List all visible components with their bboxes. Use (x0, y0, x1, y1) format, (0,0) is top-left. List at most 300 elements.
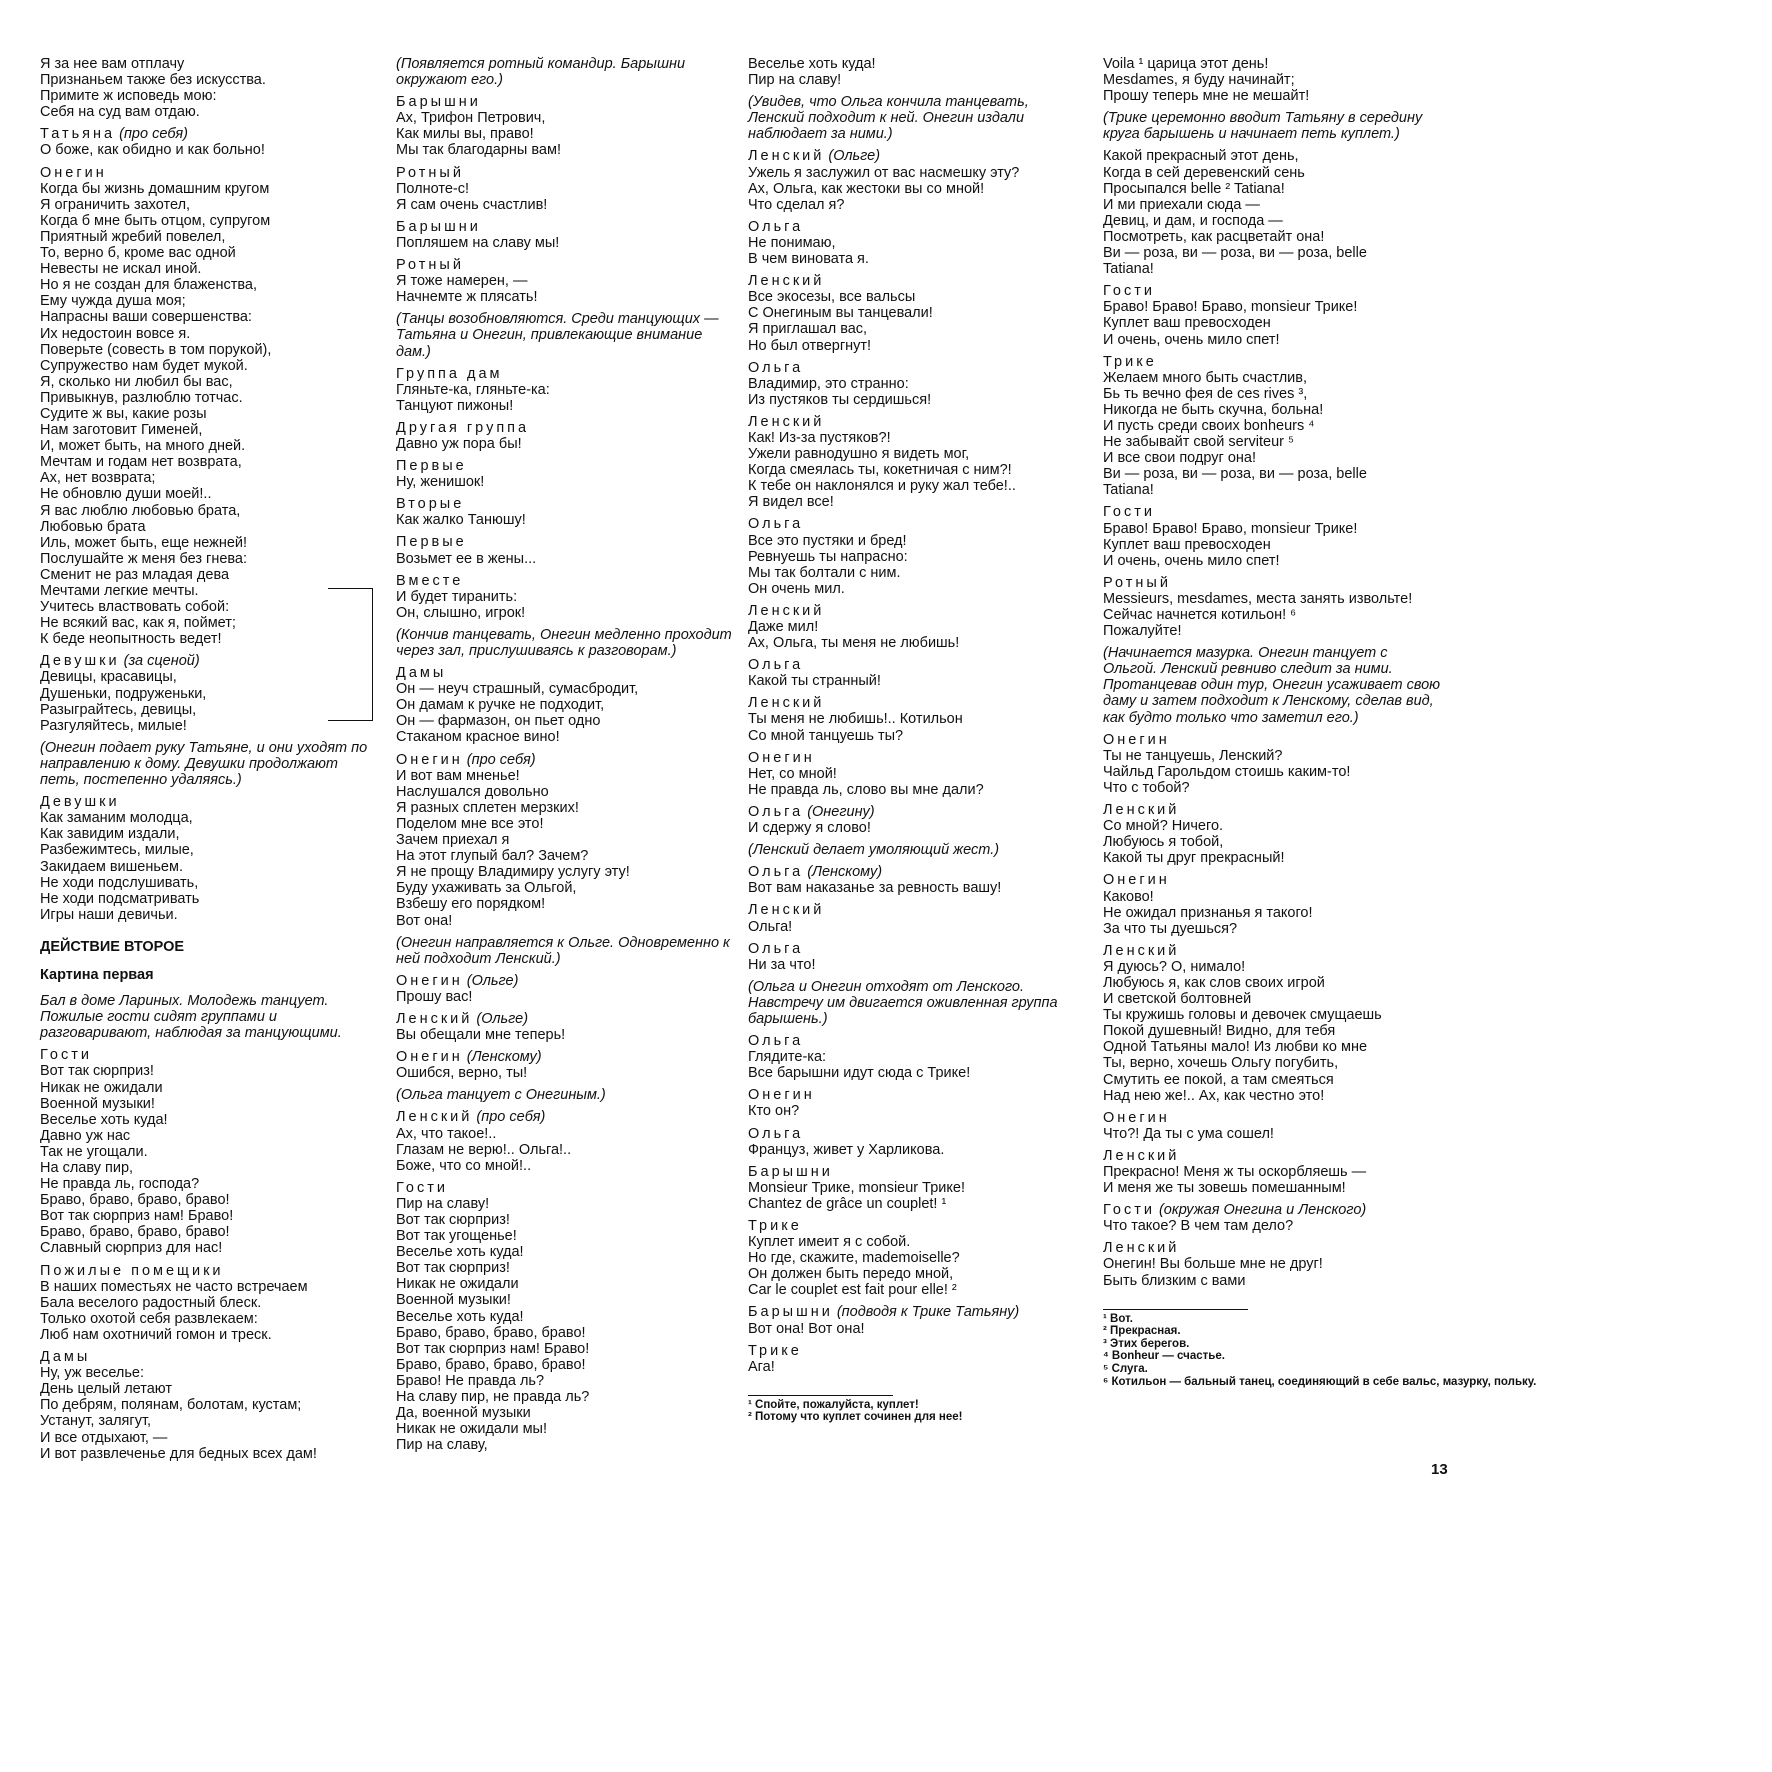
verse-line: И ми приехали сюда — (1103, 196, 1260, 213)
verse-line: Я видел все! (748, 494, 834, 511)
speaker-line (748, 273, 1088, 289)
verse-line: Он — неуч страшный, сумасбродит, (396, 681, 639, 698)
speaker-direction: (про себя) (476, 1109, 546, 1126)
speaker-name: Ленский (748, 602, 825, 619)
verse-line: По дебрям, полянам, болотам, кустам; (40, 1397, 302, 1414)
verse-line: Какой ты друг прекрасный! (1103, 850, 1285, 867)
verse-line: Tatiana! (1103, 482, 1154, 499)
speech-block (1103, 802, 1443, 866)
verse-line: Француз, живет у Харликова. (748, 1141, 945, 1158)
speech-block (40, 653, 370, 733)
verse-line: Не обновлю души моей!.. (40, 486, 212, 503)
verse-line: Он дамам к ручке не подходит, (396, 697, 605, 714)
speaker-name: Ольга (748, 516, 804, 533)
verse-line: Наслушался довольно (396, 783, 549, 800)
verse-line: Ну, женишок! (396, 474, 485, 491)
speaker-line (748, 219, 1088, 235)
speaker-direction: (про себя) (466, 751, 536, 768)
verse-line: Любуюсь я, как слов своих игрой (1103, 974, 1325, 991)
verse-line: Ты не танцуешь, Ленский? (1103, 747, 1283, 764)
verse-line: Буду ухаживать за Ольгой, (396, 880, 577, 897)
verse-line: Попляшем на славу мы! (396, 234, 560, 251)
speech-block (40, 126, 370, 158)
speech-block (748, 1033, 1088, 1081)
verse-line: Себя на суд вам отдаю. (40, 104, 200, 121)
speech-block (396, 665, 732, 745)
speech-block (396, 94, 732, 158)
verse-line: Закидаем вишеньем. (40, 858, 183, 875)
speaker-line (40, 1263, 370, 1279)
speech-block (748, 864, 1088, 896)
speech-block (748, 657, 1088, 689)
verse-line: Любуюсь я тобой, (1103, 834, 1224, 851)
verse-line: Только охотой себя развлекаем: (40, 1310, 258, 1327)
verse-line: Я сам очень счастлив! (396, 196, 548, 213)
footnotes (748, 1385, 1088, 1424)
verse-line: Не ходи подслушивать, (40, 874, 199, 891)
verse-line: Над нею же!.. Ах, как честно это! (1103, 1087, 1325, 1104)
verse-line: Ну, уж веселье: (40, 1365, 145, 1382)
verse-line: Ах, нет возврата; (40, 470, 156, 487)
verse-line: Chantez de grâce un couplet! ¹ (748, 1195, 947, 1212)
speech-block (40, 794, 370, 923)
speaker-direction: (окружая Онегина и Ленского) (1158, 1202, 1367, 1219)
column-2 (396, 56, 732, 1459)
speaker-line (40, 1047, 370, 1063)
verse-line: Я дуюсь? О, нимало! (1103, 958, 1246, 975)
verse-line: Когда б мне быть отцом, супругом (40, 212, 271, 229)
column-4 (1103, 56, 1537, 1388)
verse-line: Онегин! Вы больше мне не друг! (1103, 1256, 1323, 1273)
verse-line: Вот вам наказанье за ревность вашу! (748, 880, 1002, 897)
verse-line: Ты кружишь головы и девочек смущаешь (1103, 1007, 1382, 1024)
verse-line: Мечтами легкие мечты. (40, 583, 199, 599)
verse-line: Мы так болтали с ним. (748, 564, 901, 581)
speech-block (748, 56, 1088, 88)
verse-line: Вот так сюрприз нам! Браво! (396, 1340, 590, 1357)
verse-line: Ни за что! (748, 956, 816, 973)
verse-line: Нет, со мной! (748, 765, 837, 782)
speaker-line (748, 750, 1088, 766)
verse-line: Послушайте ж меня без гнева: (40, 550, 248, 567)
speaker-name: Трике (748, 1342, 802, 1359)
verse-line: Но я не создан для блаженства, (40, 277, 258, 294)
speaker-name: Татьяна (40, 126, 116, 143)
verse-line: Car le couplet est fait pour elle! ² (748, 1282, 957, 1299)
verse-line: Владимир, это странно: (748, 375, 909, 392)
speaker-name: Онегин (1103, 731, 1170, 748)
column-1 (40, 56, 370, 1468)
speaker-name: Онегин (748, 1087, 815, 1104)
verse-line: И пусть среди своих bonheurs ⁴ (1103, 417, 1315, 434)
speech-block (748, 414, 1088, 511)
speaker-name: Барышни (748, 1163, 833, 1180)
verse-line: Ах, Трифон Петрович, (396, 110, 546, 127)
verse-line: Пир на славу, (396, 1437, 488, 1454)
verse-line: Что сделал я? (748, 196, 845, 213)
speaker-line (748, 414, 1088, 430)
verse-line: Посмотреть, как расцветайт она! (1103, 228, 1325, 245)
speaker-line (1103, 943, 1443, 959)
verse-line: Боже, что со мной!.. (396, 1157, 532, 1174)
verse-line: Разыграйтесь, девицы, (40, 701, 197, 718)
verse-line: Ви — роза, ви — роза, ви — роза, belle (1103, 245, 1367, 262)
act-heading: ДЕЙСТВИЕ ВТОРОЕ (40, 938, 185, 955)
speech-block (748, 1164, 1088, 1212)
speaker-line (1103, 354, 1443, 370)
verse-line: Стаканом красное вино! (396, 729, 560, 746)
verse-line: Мечтам и годам нет возврата, (40, 454, 242, 471)
verse-line: Девицы, красавицы, (40, 669, 177, 686)
verse-line: Браво, браво, браво, браво! (396, 1356, 586, 1373)
verse-line: К тебе он наклонялся и руку жал тебе!.. (748, 478, 1016, 495)
speaker-line (396, 257, 732, 273)
speaker-name: Онегин (396, 751, 463, 768)
speaker-line (748, 1126, 1088, 1142)
verse-line: Судите ж вы, какие розы (40, 405, 207, 422)
speaker-line (396, 1011, 732, 1027)
speaker-name: Дамы (396, 665, 447, 682)
speech-block (748, 695, 1088, 743)
footnote: ² Прекрасная. (1103, 1325, 1181, 1338)
footnote: ¹ Вот. (1103, 1312, 1133, 1325)
footnote: ⁶ Котильон — бальный танец, соединяющий в себе вальс, мазурку, польку. (1103, 1375, 1537, 1388)
verse-line: Вот так сюрприз! (40, 1063, 154, 1080)
verse-line: Иль, может быть, еще нежней! (40, 534, 248, 551)
verse-line: Ошибся, верно, ты! (396, 1065, 528, 1082)
verse-line: Не ожидал признанья я такого! (1103, 904, 1313, 921)
speech-block (748, 219, 1088, 267)
speech-block (396, 752, 732, 929)
verse-line: Как заманим молодца, (40, 810, 193, 827)
speaker-name: Ольга (748, 1125, 804, 1142)
stage-direction: Бал в доме Лариных. Молодежь танцует. Пожилые гости сидят группами и разговаривают, наблюдая за танцующими. (40, 993, 342, 1042)
verse-line: Глазам не верю!.. Ольга!.. (396, 1141, 572, 1158)
verse-line: Кто он? (748, 1103, 800, 1120)
verse-line: Танцуют пижоны! (396, 397, 514, 414)
verse-line: То, верно б, кроме вас одной (40, 245, 236, 262)
verse-line: Что с тобой? (1103, 779, 1190, 796)
verse-line: Поверьте (совесть в том порукой), (40, 341, 272, 358)
speaker-direction: (подводя к Трике Татьяну) (836, 1304, 1020, 1321)
speaker-line (1103, 872, 1443, 888)
speech-block (1103, 1110, 1443, 1142)
verse-line: Браво, браво, браво, браво! (396, 1324, 586, 1341)
speech-block (748, 360, 1088, 408)
verse-line: День целый летают (40, 1381, 172, 1398)
footnote: ⁴ Bonheur — счастье. (1103, 1350, 1225, 1363)
speech-block (40, 1263, 370, 1343)
speech-block (396, 1180, 732, 1454)
verse-line: И вот развлеченье для бедных всех дам! (40, 1445, 317, 1462)
speaker-line (40, 653, 370, 669)
verse-line: Ты, верно, хочешь Ольгу погубить, (1103, 1055, 1339, 1072)
verse-line: Привыкнув, разлюблю тотчас. (40, 389, 243, 406)
verse-line: Вот она! Вот она! (748, 1320, 865, 1337)
verse-line: Я не прощу Владимиру услугу эту! (396, 864, 630, 881)
verse-line: Прекрасно! Меня ж ты оскорбляешь — (1103, 1164, 1367, 1180)
verse-line: Куплет ваш превосходен (1103, 536, 1271, 553)
stage-direction: (Ольга танцует с Онегиным.) (396, 1087, 606, 1104)
verse-line: Ужели равнодушно я видеть мог, (748, 446, 970, 463)
verse-line: Он, слышно, игрок! (396, 604, 526, 621)
verse-line: Начнемте ж плясать! (396, 289, 538, 306)
verse-line: Ревнуешь ты напрасно: (748, 548, 908, 565)
verse-line: Каково! (1103, 888, 1154, 905)
verse-line: Voila ¹ царица этот день! (1103, 56, 1269, 72)
speech-block (1103, 148, 1443, 277)
verse-line: Что такое? В чем там дело? (1103, 1218, 1294, 1235)
verse-line: Ах, Ольга, ты меня не любишь! (748, 635, 960, 652)
verse-line: Tatiana! (1103, 261, 1154, 278)
speech-block (396, 1011, 732, 1043)
verse-line: Никогда не быть скучна, больна! (1103, 401, 1324, 418)
verse-line: И очень, очень мило спет! (1103, 552, 1280, 569)
verse-line: Ему чужда душа моя; (40, 293, 186, 310)
verse-line: Он очень мил. (748, 580, 845, 597)
speech-block (396, 1049, 732, 1081)
speech-block (1103, 1148, 1443, 1196)
verse-line: За что ты дуешься? (1103, 920, 1238, 937)
verse-line: Вот так сюрприз нам! Браво! (40, 1208, 234, 1225)
speaker-line (40, 1349, 370, 1365)
verse-line: К беде неопытность ведет! (40, 631, 222, 648)
speaker-line (396, 973, 732, 989)
verse-line: Ты меня не любишь!.. Котильон (748, 711, 963, 728)
speech-block (396, 496, 732, 528)
stage-direction: (Увидев, что Ольга кончила танцевать, Ленский подходит к ней. Онегин издали наблюдает за ними.) (748, 94, 1029, 143)
speaker-line (748, 1087, 1088, 1103)
verse-line: Все экосезы, все вальсы (748, 289, 916, 306)
speech-block (748, 603, 1088, 651)
verse-line: Как! Из-за пустяков?! (748, 429, 891, 446)
speaker-line (1103, 802, 1443, 818)
speech-block (748, 516, 1088, 596)
speaker-line (396, 420, 732, 436)
chorus-bracket (328, 588, 373, 721)
speaker-name: Онегин (396, 1049, 463, 1066)
speaker-name: Ольга (748, 940, 804, 957)
verse-line: Сейчас начнется котильон! ⁶ (1103, 607, 1297, 623)
speaker-direction: (Ольге) (476, 1010, 529, 1027)
verse-line: Пожалуйте! (1103, 623, 1182, 640)
verse-line: Девиц, и дам, и господа — (1103, 212, 1283, 229)
speaker-direction: (за сценой) (123, 653, 200, 670)
speaker-line (396, 458, 732, 474)
verse-line: Я вас люблю любовью брата, (40, 502, 241, 519)
speaker-name: Барышни (396, 218, 481, 235)
verse-line: Разбежимтесь, милые, (40, 842, 194, 859)
speaker-line (748, 603, 1088, 619)
speaker-direction: (Ленскому) (807, 864, 883, 881)
speaker-line (1103, 732, 1443, 748)
speaker-line (748, 941, 1088, 957)
verse-line: И все свои подруг она! (1103, 450, 1257, 467)
verse-line: Я, сколько ни любил бы вас, (40, 373, 233, 390)
speaker-name: Онегин (748, 749, 815, 766)
verse-line: С Онегиным вы танцевали! (748, 305, 933, 322)
verse-line: Веселье хоть куда! (396, 1244, 524, 1261)
verse-line: Сменит не раз младая дева (40, 566, 230, 583)
speech-block (40, 1349, 370, 1462)
speaker-name: Ленский (748, 695, 825, 712)
speaker-line (748, 516, 1088, 532)
verse-line: Славный сюрприз для нас! (40, 1240, 223, 1257)
verse-line: Из пустяков ты сердишься! (748, 391, 932, 408)
speech-block (40, 56, 370, 120)
speech-block (1103, 504, 1443, 568)
verse-line: Нам заготовит Гименей, (40, 422, 203, 439)
verse-line: Желаем много быть счастлив, (1103, 369, 1308, 386)
speaker-name: Ольга (748, 803, 804, 820)
verse-line: Приятный жребий повелел, (40, 228, 226, 245)
stage-direction: (Кончив танцевать, Онегин медленно проходит через зал, прислушиваясь к разговорам.) (396, 626, 732, 659)
stage-direction: (Ольга и Онегин отходят от Ленского. Навстречу им двигается оживленная группа барышень.) (748, 978, 1058, 1027)
verse-line: Никак не ожидали мы! (396, 1421, 548, 1438)
speaker-name: Ленский (396, 1010, 473, 1027)
speech-block (396, 219, 732, 251)
speaker-name: Ротный (396, 164, 464, 181)
speaker-line (748, 1343, 1088, 1359)
speaker-name: Вторые (396, 496, 465, 513)
speaker-name: Группа дам (396, 365, 503, 382)
verse-line: Веселье хоть куда! (40, 1111, 168, 1128)
speech-block (396, 1109, 732, 1173)
speech-block (40, 1047, 370, 1256)
speaker-line (396, 665, 732, 681)
verse-line: Со мной танцуешь ты? (748, 727, 904, 744)
speech-block (396, 257, 732, 305)
verse-line: Не правда ль, слово вы мне дали? (748, 781, 984, 798)
speaker-name: Пожилые помещики (40, 1262, 224, 1279)
speech-block (1103, 732, 1443, 796)
verse-line: Чайльд Гарольдом стоишь каким-то! (1103, 763, 1351, 780)
verse-line: Браво, браво, браво, браво! (40, 1192, 230, 1209)
footnotes (1103, 1299, 1537, 1389)
verse-line: И будет тиранить: (396, 588, 518, 605)
speaker-name: Гости (1103, 1202, 1155, 1219)
speaker-line (1103, 1202, 1443, 1218)
verse-line: И вот вам мненье! (396, 767, 520, 784)
verse-line: И светской болтовней (1103, 991, 1252, 1008)
speech-block (748, 1218, 1088, 1298)
verse-line: И сдержу я слово! (748, 820, 871, 837)
speaker-name: Ленский (1103, 1147, 1180, 1164)
speaker-name: Ленский (396, 1109, 473, 1126)
verse-line: Я тоже намерен, — (396, 273, 528, 290)
column-3 (748, 56, 1088, 1424)
verse-line: Когда бы жизнь домашним кругом (40, 180, 270, 197)
verse-line: Мы так благодарны вам! (396, 142, 561, 159)
verse-line: Он — фармазон, он пьет одно (396, 713, 601, 730)
speaker-line (396, 1049, 732, 1065)
verse-line: Устанут, залягут, (40, 1413, 152, 1430)
speaker-name: Девушки (40, 653, 120, 670)
verse-line: Не понимаю, (748, 234, 836, 251)
verse-line: На славу пир, (40, 1160, 134, 1176)
footnote: ³ Этих берегов. (1103, 1337, 1190, 1350)
speech-block (1103, 354, 1443, 499)
footnote: ⁵ Слуга. (1103, 1363, 1148, 1376)
verse-line: Душеньки, подруженьки, (40, 685, 207, 702)
speech-block (748, 750, 1088, 798)
speech-block (396, 366, 732, 414)
speaker-line (396, 573, 732, 589)
speaker-line (748, 902, 1088, 918)
speaker-line (396, 366, 732, 382)
verse-line: Давно уж пора бы! (396, 435, 522, 452)
verse-line: Покой душевный! Видно, для тебя (1103, 1023, 1336, 1040)
speaker-line (396, 219, 732, 235)
speaker-line (748, 1218, 1088, 1234)
speech-block (1103, 56, 1443, 104)
verse-line: Примите ж исповедь мою: (40, 88, 217, 105)
verse-line: Ах, что такое!.. (396, 1125, 497, 1142)
speech-block (396, 534, 732, 566)
verse-line: Гляньте-ка, гляньте-ка: (396, 381, 550, 398)
verse-line: Ольга! (748, 918, 793, 935)
speaker-name: Гости (1103, 504, 1155, 521)
stage-direction: (Трике церемонно вводит Татьяну в середину круга барышень и начинает петь куплет.) (1103, 110, 1423, 143)
verse-line: И очень, очень мило спет! (1103, 331, 1280, 348)
verse-line: Он должен быть передо мной, (748, 1266, 954, 1283)
speaker-line (396, 534, 732, 550)
footnote: ¹ Спойте, пожалуйста, куплет! (748, 1398, 919, 1411)
speaker-name: Ленский (1103, 942, 1180, 959)
speaker-line (748, 1304, 1088, 1320)
verse-line: Со мной? Ничего. (1103, 818, 1224, 835)
speaker-name: Ленский (748, 413, 825, 430)
verse-line: Браво! Браво! Браво, monsieur Трике! (1103, 520, 1358, 537)
speaker-name: Онегин (1103, 1109, 1170, 1126)
speaker-name: Первые (396, 534, 467, 551)
verse-line: Их недостоин вовсе я. (40, 325, 191, 342)
verse-line: Возьмет ее в жены... (396, 550, 537, 567)
speaker-name: Онегин (396, 972, 463, 989)
speech-block (748, 1126, 1088, 1158)
speaker-name: Трике (748, 1218, 802, 1234)
verse-line: Какой прекрасный этот день, (1103, 148, 1299, 165)
speaker-line (748, 1033, 1088, 1049)
verse-line: И меня же ты зовешь помешанным! (1103, 1180, 1346, 1197)
verse-line: О боже, как обидно и как больно! (40, 142, 265, 159)
scene-heading: Картина первая (40, 966, 154, 983)
speaker-name: Гости (40, 1047, 92, 1064)
verse-line: Не всякий вас, как я, поймет; (40, 615, 236, 632)
speech-block (396, 165, 732, 213)
verse-line: Бь ть вечно фея de ces rives ³, (1103, 385, 1308, 402)
stage-direction: (Появляется ротный командир. Барышни окружают его.) (396, 56, 686, 89)
verse-line: Браво! Не правда ль? (396, 1372, 545, 1389)
speaker-line (40, 126, 370, 142)
speaker-direction: (Онегину) (807, 803, 875, 820)
verse-line: Какой ты странный! (748, 673, 881, 690)
speaker-line (748, 360, 1088, 376)
verse-line: Бала веселого радостный блеск. (40, 1294, 262, 1311)
verse-line: Зачем приехал я (396, 832, 510, 849)
verse-line: Вот так угощенье! (396, 1228, 517, 1245)
page-number: 13 (1431, 1461, 1448, 1478)
stage-direction: (Ленский делает умоляющий жест.) (748, 842, 1000, 859)
speaker-name: Ленский (748, 902, 825, 919)
speaker-line (748, 695, 1088, 711)
speaker-name: Ольга (748, 864, 804, 881)
verse-line: Messieurs, mesdames, места занять извольте! (1103, 590, 1413, 607)
speech-block (748, 804, 1088, 836)
verse-line: Поделом мне все это! (396, 815, 544, 832)
speaker-name: Ольга (748, 1033, 804, 1050)
verse-line: Что?! Да ты с ума сошел! (1103, 1125, 1274, 1142)
